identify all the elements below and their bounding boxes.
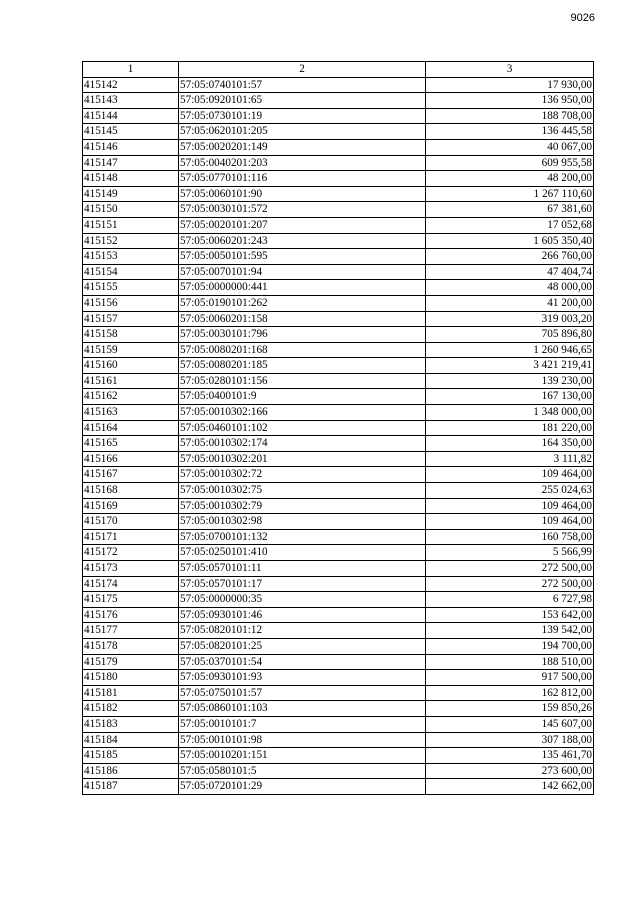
table-row <box>83 685 594 701</box>
value-cell: 139 230,00 <box>426 373 594 389</box>
cadastral-number-cell: 57:05:0070101:94 <box>179 264 426 280</box>
table-row <box>83 561 594 577</box>
row-number-cell: 415161 <box>83 373 179 389</box>
cadastral-number-cell: 57:05:0740101:57 <box>179 77 426 93</box>
cadastral-number-cell: 57:05:0020101:207 <box>179 217 426 233</box>
value-cell: 188 510,00 <box>426 654 594 670</box>
row-number-cell: 415162 <box>83 389 179 405</box>
table-row <box>83 748 594 764</box>
value-cell: 162 812,00 <box>426 685 594 701</box>
column-header-1: 1 <box>83 62 179 78</box>
cadastral-number-cell: 57:05:0010302:75 <box>179 483 426 499</box>
row-number-cell: 415179 <box>83 654 179 670</box>
cadastral-number-cell: 57:05:0050101:595 <box>179 249 426 265</box>
table-row <box>83 670 594 686</box>
table-row <box>83 186 594 202</box>
table-row <box>83 514 594 530</box>
cadastral-number-cell: 57:05:0000000:441 <box>179 280 426 296</box>
value-cell: 17 052,68 <box>426 217 594 233</box>
cadastral-number-cell: 57:05:0720101:29 <box>179 779 426 795</box>
row-number-cell: 415145 <box>83 124 179 140</box>
value-cell: 255 024,63 <box>426 483 594 499</box>
row-number-cell: 415187 <box>83 779 179 795</box>
cadastral-number-cell: 57:05:0730101:19 <box>179 108 426 124</box>
row-number-cell: 415182 <box>83 701 179 717</box>
cadastral-number-cell: 57:05:0930101:93 <box>179 670 426 686</box>
row-number-cell: 415146 <box>83 139 179 155</box>
row-number-cell: 415148 <box>83 171 179 187</box>
cadastral-number-cell: 57:05:0010101:7 <box>179 716 426 732</box>
table-row <box>83 389 594 405</box>
cadastral-value-table <box>82 61 594 795</box>
table-row <box>83 576 594 592</box>
row-number-cell: 415159 <box>83 342 179 358</box>
cadastral-number-cell: 57:05:0010302:98 <box>179 514 426 530</box>
value-cell: 167 130,00 <box>426 389 594 405</box>
value-cell: 109 464,00 <box>426 498 594 514</box>
row-number-cell: 415170 <box>83 514 179 530</box>
value-cell: 705 896,80 <box>426 327 594 343</box>
row-number-cell: 415185 <box>83 748 179 764</box>
table-row <box>83 327 594 343</box>
cadastral-number-cell: 57:05:0930101:46 <box>179 607 426 623</box>
value-cell: 142 662,00 <box>426 779 594 795</box>
row-number-cell: 415143 <box>83 93 179 109</box>
cadastral-number-cell: 57:05:0920101:65 <box>179 93 426 109</box>
cadastral-number-cell: 57:05:0860101:103 <box>179 701 426 717</box>
cadastral-number-cell: 57:05:0080201:168 <box>179 342 426 358</box>
value-cell: 194 700,00 <box>426 638 594 654</box>
cadastral-number-cell: 57:05:0280101:156 <box>179 373 426 389</box>
value-cell: 17 930,00 <box>426 77 594 93</box>
table-row <box>83 529 594 545</box>
row-number-cell: 415147 <box>83 155 179 171</box>
row-number-cell: 415142 <box>83 77 179 93</box>
table-row <box>83 264 594 280</box>
cadastral-number-cell: 57:05:0020201:149 <box>179 139 426 155</box>
cadastral-number-cell: 57:05:0040201:203 <box>179 155 426 171</box>
row-number-cell: 415158 <box>83 327 179 343</box>
value-cell: 164 350,00 <box>426 436 594 452</box>
value-cell: 272 500,00 <box>426 576 594 592</box>
table-row <box>83 467 594 483</box>
value-cell: 48 000,00 <box>426 280 594 296</box>
value-cell: 153 642,00 <box>426 607 594 623</box>
row-number-cell: 415180 <box>83 670 179 686</box>
page-number: 9026 <box>570 12 595 24</box>
value-cell: 109 464,00 <box>426 467 594 483</box>
cadastral-number-cell: 57:05:0060201:243 <box>179 233 426 249</box>
value-cell: 41 200,00 <box>426 295 594 311</box>
row-number-cell: 415166 <box>83 451 179 467</box>
cadastral-number-cell: 57:05:0250101:410 <box>179 545 426 561</box>
table-row <box>83 124 594 140</box>
row-number-cell: 415164 <box>83 420 179 436</box>
cadastral-number-cell: 57:05:0580101:5 <box>179 763 426 779</box>
row-number-cell: 415163 <box>83 405 179 421</box>
row-number-cell: 415178 <box>83 638 179 654</box>
cadastral-number-cell: 57:05:0570101:11 <box>179 561 426 577</box>
table-row <box>83 311 594 327</box>
cadastral-number-cell: 57:05:0750101:57 <box>179 685 426 701</box>
cadastral-number-cell: 57:05:0060201:158 <box>179 311 426 327</box>
value-cell: 1 348 000,00 <box>426 405 594 421</box>
table-row <box>83 108 594 124</box>
table-row <box>83 545 594 561</box>
table-row <box>83 779 594 795</box>
cadastral-number-cell: 57:05:0620101:205 <box>179 124 426 140</box>
table-body <box>83 77 594 794</box>
value-cell: 3 111,82 <box>426 451 594 467</box>
cadastral-number-cell: 57:05:0010302:174 <box>179 436 426 452</box>
row-number-cell: 415168 <box>83 483 179 499</box>
value-cell: 3 421 219,41 <box>426 358 594 374</box>
table-row <box>83 155 594 171</box>
cadastral-number-cell: 57:05:0010101:98 <box>179 732 426 748</box>
cadastral-number-cell: 57:05:0010302:79 <box>179 498 426 514</box>
table-row <box>83 280 594 296</box>
cadastral-number-cell: 57:05:0400101:9 <box>179 389 426 405</box>
value-cell: 136 950,00 <box>426 93 594 109</box>
table-row <box>83 638 594 654</box>
value-cell: 6 727,98 <box>426 592 594 608</box>
table-row <box>83 405 594 421</box>
value-cell: 40 067,00 <box>426 139 594 155</box>
value-cell: 917 500,00 <box>426 670 594 686</box>
table-row <box>83 93 594 109</box>
cadastral-number-cell: 57:05:0030101:796 <box>179 327 426 343</box>
column-header-3: 3 <box>426 62 594 78</box>
table-row <box>83 202 594 218</box>
row-number-cell: 415169 <box>83 498 179 514</box>
value-cell: 1 267 110,60 <box>426 186 594 202</box>
row-number-cell: 415171 <box>83 529 179 545</box>
cadastral-number-cell: 57:05:0190101:262 <box>179 295 426 311</box>
table-header-row <box>83 62 594 78</box>
value-cell: 1 260 946,65 <box>426 342 594 358</box>
row-number-cell: 415172 <box>83 545 179 561</box>
row-number-cell: 415175 <box>83 592 179 608</box>
cadastral-number-cell: 57:05:0370101:54 <box>179 654 426 670</box>
row-number-cell: 415157 <box>83 311 179 327</box>
value-cell: 5 566,99 <box>426 545 594 561</box>
cadastral-number-cell: 57:05:0010302:166 <box>179 405 426 421</box>
row-number-cell: 415176 <box>83 607 179 623</box>
table-row <box>83 373 594 389</box>
row-number-cell: 415152 <box>83 233 179 249</box>
table-row <box>83 217 594 233</box>
value-cell: 266 760,00 <box>426 249 594 265</box>
value-cell: 136 445,58 <box>426 124 594 140</box>
cadastral-number-cell: 57:05:0460101:102 <box>179 420 426 436</box>
table-row <box>83 358 594 374</box>
row-number-cell: 415151 <box>83 217 179 233</box>
row-number-cell: 415181 <box>83 685 179 701</box>
row-number-cell: 415173 <box>83 561 179 577</box>
value-cell: 159 850,26 <box>426 701 594 717</box>
row-number-cell: 415154 <box>83 264 179 280</box>
row-number-cell: 415155 <box>83 280 179 296</box>
cadastral-number-cell: 57:05:0010201:151 <box>179 748 426 764</box>
value-cell: 272 500,00 <box>426 561 594 577</box>
value-cell: 109 464,00 <box>426 514 594 530</box>
row-number-cell: 415150 <box>83 202 179 218</box>
cadastral-number-cell: 57:05:0820101:12 <box>179 623 426 639</box>
table-row <box>83 483 594 499</box>
cadastral-number-cell: 57:05:0010302:201 <box>179 451 426 467</box>
value-cell: 139 542,00 <box>426 623 594 639</box>
table-row <box>83 233 594 249</box>
value-cell: 160 758,00 <box>426 529 594 545</box>
value-cell: 67 381,60 <box>426 202 594 218</box>
row-number-cell: 415149 <box>83 186 179 202</box>
row-number-cell: 415144 <box>83 108 179 124</box>
value-cell: 145 607,00 <box>426 716 594 732</box>
row-number-cell: 415167 <box>83 467 179 483</box>
value-cell: 181 220,00 <box>426 420 594 436</box>
table-row <box>83 498 594 514</box>
table-row <box>83 716 594 732</box>
table-row <box>83 654 594 670</box>
table-row <box>83 420 594 436</box>
value-cell: 307 188,00 <box>426 732 594 748</box>
cadastral-number-cell: 57:05:0030101:572 <box>179 202 426 218</box>
row-number-cell: 415153 <box>83 249 179 265</box>
row-number-cell: 415186 <box>83 763 179 779</box>
cadastral-number-cell: 57:05:0700101:132 <box>179 529 426 545</box>
table-row <box>83 77 594 93</box>
column-header-2: 2 <box>179 62 426 78</box>
table-row <box>83 607 594 623</box>
row-number-cell: 415174 <box>83 576 179 592</box>
value-cell: 273 600,00 <box>426 763 594 779</box>
cadastral-number-cell: 57:05:0060101:90 <box>179 186 426 202</box>
table-row <box>83 249 594 265</box>
row-number-cell: 415156 <box>83 295 179 311</box>
table-row <box>83 295 594 311</box>
row-number-cell: 415184 <box>83 732 179 748</box>
value-cell: 47 404,74 <box>426 264 594 280</box>
table-row <box>83 763 594 779</box>
cadastral-number-cell: 57:05:0010302:72 <box>179 467 426 483</box>
row-number-cell: 415177 <box>83 623 179 639</box>
table-row <box>83 701 594 717</box>
row-number-cell: 415160 <box>83 358 179 374</box>
value-cell: 609 955,58 <box>426 155 594 171</box>
table-row <box>83 592 594 608</box>
table-row <box>83 436 594 452</box>
cadastral-number-cell: 57:05:0080201:185 <box>179 358 426 374</box>
cadastral-number-cell: 57:05:0770101:116 <box>179 171 426 187</box>
value-cell: 135 461,70 <box>426 748 594 764</box>
row-number-cell: 415183 <box>83 716 179 732</box>
table-row <box>83 342 594 358</box>
row-number-cell: 415165 <box>83 436 179 452</box>
cadastral-number-cell: 57:05:0820101:25 <box>179 638 426 654</box>
table-row <box>83 732 594 748</box>
table-row <box>83 451 594 467</box>
value-cell: 319 003,20 <box>426 311 594 327</box>
table-row <box>83 171 594 187</box>
value-cell: 1 605 350,40 <box>426 233 594 249</box>
cadastral-number-cell: 57:05:0570101:17 <box>179 576 426 592</box>
cadastral-number-cell: 57:05:0000000:35 <box>179 592 426 608</box>
value-cell: 188 708,00 <box>426 108 594 124</box>
value-cell: 48 200,00 <box>426 171 594 187</box>
table-row <box>83 139 594 155</box>
table-row <box>83 623 594 639</box>
